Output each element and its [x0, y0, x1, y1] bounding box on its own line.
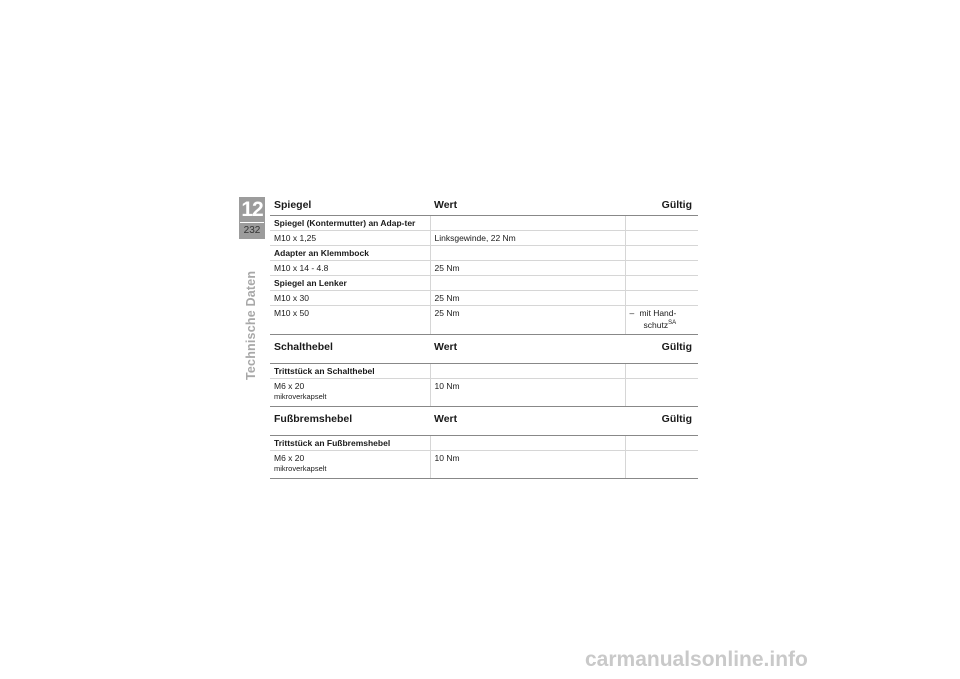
- header-valid: Gültig: [625, 335, 698, 364]
- spec-note: mikroverkapselt: [274, 391, 327, 401]
- table-row: [270, 216, 698, 231]
- table-row: [270, 291, 698, 306]
- subheading: Spiegel an Lenker: [270, 276, 430, 291]
- spec-cell: M10 x 30: [270, 291, 430, 306]
- header-value: Wert: [430, 407, 625, 436]
- torque-tables: [270, 193, 698, 479]
- value-cell: 10 Nm: [430, 378, 625, 406]
- table-row: [270, 261, 698, 276]
- valid-text-2: schutz: [643, 319, 669, 330]
- valid-text-1: mit Hand-: [639, 308, 677, 318]
- valid-cell: [625, 216, 698, 231]
- spec-cell: [270, 378, 430, 406]
- value-cell: [430, 246, 625, 261]
- value-cell: 10 Nm: [430, 450, 625, 478]
- valid-cell: [625, 363, 698, 378]
- valid-cell: [625, 450, 698, 478]
- table-schalthebel: [270, 335, 698, 407]
- subheading: Adapter an Klemmbock: [270, 246, 430, 261]
- header-component: Fußbremshebel: [270, 407, 430, 436]
- header-value: Wert: [430, 335, 625, 364]
- header-component: Spiegel: [270, 193, 430, 216]
- table-row: [270, 363, 698, 378]
- valid-cell: [625, 291, 698, 306]
- valid-cell: [625, 276, 698, 291]
- side-title: Technische Daten: [244, 270, 258, 380]
- valid-cell: [625, 306, 698, 335]
- table-row: [270, 246, 698, 261]
- value-cell: [430, 363, 625, 378]
- valid-cell: [625, 246, 698, 261]
- table-row: [270, 306, 698, 335]
- value-cell: [430, 435, 625, 450]
- spec-cell: M10 x 1,25: [270, 231, 430, 246]
- value-cell: 25 Nm: [430, 291, 625, 306]
- sa-superscript: SA: [668, 320, 677, 326]
- table-row: [270, 276, 698, 291]
- spec-note: mikroverkapselt: [274, 463, 327, 473]
- subheading: Trittstück an Schalthebel: [270, 363, 430, 378]
- spec-cell: M10 x 14 - 4.8: [270, 261, 430, 276]
- value-cell: 25 Nm: [430, 261, 625, 276]
- table-row: [270, 378, 698, 406]
- valid-cell: [625, 378, 698, 406]
- page-number: 232: [243, 225, 261, 236]
- subheading: Trittstück an Fußbremshebel: [270, 435, 430, 450]
- value-cell: [430, 276, 625, 291]
- chapter-divider: [240, 222, 264, 223]
- spec-text: M6 x 20: [274, 452, 305, 463]
- header-component: Schalthebel: [270, 335, 430, 364]
- chapter-marker: [239, 197, 265, 239]
- table-row: [270, 435, 698, 450]
- spec-cell: [270, 450, 430, 478]
- table-fussbremshebel: [270, 407, 698, 479]
- valid-cell: [625, 435, 698, 450]
- value-cell: 25 Nm: [430, 306, 625, 335]
- header-valid: Gültig: [625, 193, 698, 216]
- chapter-number: 12: [241, 198, 263, 221]
- watermark: carmanualsonline.info: [585, 648, 808, 671]
- spec-text: M6 x 20: [274, 380, 305, 391]
- table-row: [270, 450, 698, 478]
- value-cell: [430, 216, 625, 231]
- header-valid: Gültig: [625, 407, 698, 436]
- valid-cell: [625, 231, 698, 246]
- bullet-dash: –: [629, 308, 635, 318]
- spec-cell: M10 x 50: [270, 306, 430, 335]
- valid-cell: [625, 261, 698, 276]
- table-row: [270, 231, 698, 246]
- table-spiegel: [270, 193, 698, 335]
- header-value: Wert: [430, 193, 625, 216]
- subheading: Spiegel (Kontermutter) an Adap-ter: [270, 216, 430, 231]
- value-cell: Linksgewinde, 22 Nm: [430, 231, 625, 246]
